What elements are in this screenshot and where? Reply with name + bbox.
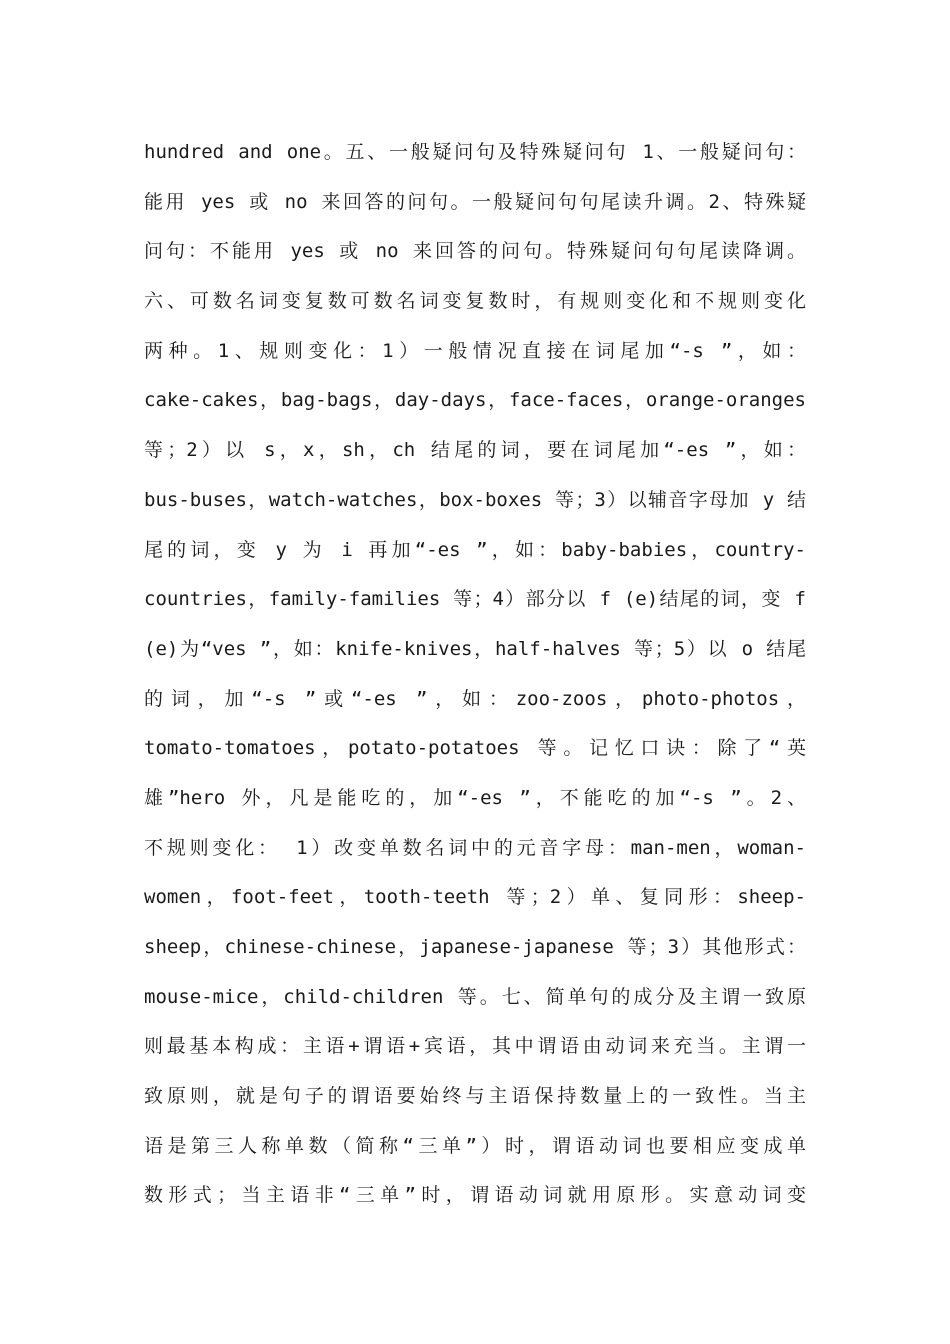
text-line: 六、可数名词变复数可数名词变复数时，有规则变化和不规则变化 bbox=[144, 290, 806, 313]
text-line: hundred and one。五、一般疑问句及特殊疑问句 1、一般疑问句： bbox=[144, 141, 806, 163]
text-line: 数形式；当主语非“三单”时，谓语动词就用原形。实意动词变 bbox=[144, 1184, 806, 1207]
text-line: bus-buses，watch-watches，box-boxes 等；3）以辅音字母加 y 结 bbox=[144, 488, 806, 511]
text-line: 两种。1、规则变化：1）一般情况直接在词尾加“-s ”，如： bbox=[144, 339, 806, 362]
text-line: 不规则变化： 1）改变单数名词中的元音字母：man-men，woman- bbox=[144, 836, 806, 859]
text-line: mouse-mice，child-children 等。七、简单句的成分及主谓一致原 bbox=[144, 985, 806, 1008]
text-line: 等；2）以 s，x，sh，ch 结尾的词，要在词尾加“-es ”，如： bbox=[144, 439, 806, 462]
text-line: women，foot-feet，tooth-teeth 等；2）单、复同形：sheep- bbox=[144, 886, 806, 909]
text-line: 的词，加“-s ”或“-es ”，如：zoo-zoos，photo-photos， bbox=[144, 687, 806, 710]
text-line: 语是第三人称单数（简称“三单”）时，谓语动词也要相应变成单 bbox=[144, 1134, 806, 1157]
body-text bbox=[144, 133, 806, 1226]
text-line: 尾的词，变 y 为 i 再加“-es ”，如：baby-babies，country- bbox=[144, 538, 806, 561]
text-line: cake-cakes，bag-bags，day-days，face-faces，orange-oranges bbox=[144, 389, 806, 412]
text-line: 能用 yes 或 no 来回答的问句。一般疑问句句尾读升调。2、特殊疑 bbox=[144, 190, 806, 213]
text-line: 雄”hero 外，凡是能吃的，加“-es ”，不能吃的加“-s ”。2、 bbox=[144, 786, 806, 809]
text-line: (e)为“ves ”，如：knife-knives，half-halves 等；5）以 o 结尾 bbox=[144, 637, 806, 660]
text-line: sheep，chinese-chinese，japanese-japanese 等；3）其他形式： bbox=[144, 936, 806, 958]
text-line: 问句：不能用 yes 或 no 来回答的问句。特殊疑问句句尾读降调。 bbox=[144, 240, 806, 263]
text-line: countries，family-families 等；4）部分以 f (e)结尾的词，变 f bbox=[144, 588, 806, 611]
text-line: tomato-tomatoes，potato-potatoes 等。记忆口诀：除了“英 bbox=[144, 737, 806, 760]
text-line: 则最基本构成：主语+谓语+宾语，其中谓语由动词来充当。主谓一 bbox=[144, 1035, 806, 1058]
text-line: 致原则，就是句子的谓语要始终与主语保持数量上的一致性。当主 bbox=[144, 1085, 806, 1108]
